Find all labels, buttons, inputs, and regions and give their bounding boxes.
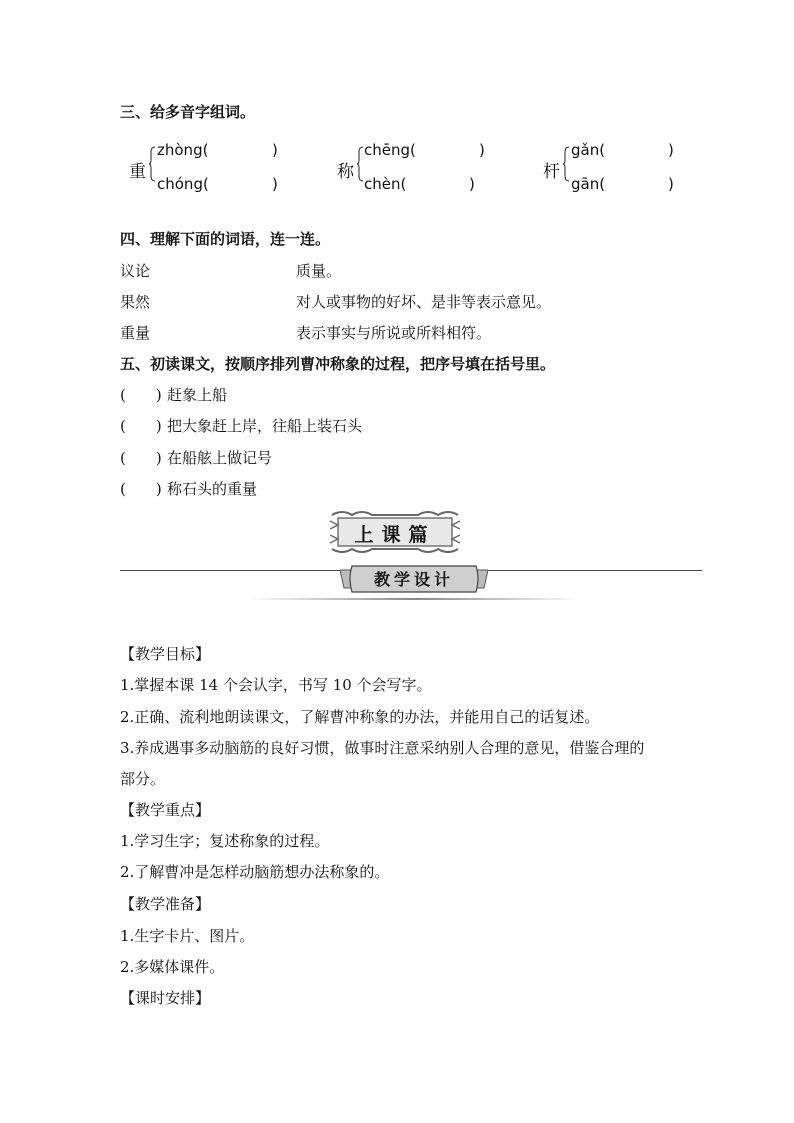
polyphone-char-3: 杆 xyxy=(543,162,560,182)
pinyin-2b: chèn( xyxy=(364,175,407,193)
paren-close: ) xyxy=(479,141,485,159)
order-item: 称石头的重量 xyxy=(167,480,258,498)
banner-top xyxy=(330,509,460,555)
goal-item: 部分。 xyxy=(120,770,166,788)
polyphone-char-2: 称 xyxy=(337,162,354,182)
order-paren: ( ) xyxy=(120,480,162,498)
paren-close: ) xyxy=(272,175,278,193)
pinyin-1a: zhòng( xyxy=(157,141,209,159)
banner-bottom xyxy=(340,564,488,594)
goal-item: 1.掌握本课 14 个会认字，书写 10 个会写字。 xyxy=(120,676,432,694)
order-paren: ( ) xyxy=(120,449,162,467)
paren-close: ) xyxy=(668,141,674,159)
prep-title: 【教学准备】 xyxy=(120,895,211,913)
banner-bottom-text: 教学设计 xyxy=(373,570,454,589)
prep-item: 2.多媒体课件。 xyxy=(120,958,225,976)
term-left: 果然 xyxy=(120,293,151,311)
prep-item: 1.生字卡片、图片。 xyxy=(120,927,255,945)
term-left: 议论 xyxy=(120,262,151,280)
order-item: 把大象赶上岸，往船上装石头 xyxy=(167,417,363,435)
section3-title: 三、给多音字组词。 xyxy=(120,103,256,121)
focus-item: 1.学习生字；复述称象的过程。 xyxy=(120,832,330,850)
goal-item: 2.正确、流利地朗读课文，了解曹冲称象的办法，并能用自己的话复述。 xyxy=(120,708,600,726)
pinyin-1b: chóng( xyxy=(157,175,209,193)
brace-icon xyxy=(357,146,363,182)
pinyin-2a: chēng( xyxy=(364,141,416,159)
fade-line xyxy=(250,598,580,600)
term-right: 质量。 xyxy=(296,262,342,280)
schedule-title: 【课时安排】 xyxy=(120,989,211,1007)
brace-icon xyxy=(563,146,569,182)
goal-item: 3.养成遇事多动脑筋的良好习惯，做事时注意采纳别人合理的意见，借鉴合理的 xyxy=(120,739,645,757)
focus-title: 【教学重点】 xyxy=(120,801,211,819)
focus-item: 2.了解曹冲是怎样动脑筋想办法称象的。 xyxy=(120,863,390,881)
section5-title: 五、初读课文，按顺序排列曹冲称象的过程，把序号填在括号里。 xyxy=(120,355,556,373)
polyphone-char-1: 重 xyxy=(129,162,146,182)
order-paren: ( ) xyxy=(120,386,162,404)
paren-close: ) xyxy=(469,175,475,193)
pinyin-3a: gǎn( xyxy=(571,141,606,159)
paren-close: ) xyxy=(272,141,278,159)
term-right: 对人或事物的好坏、是非等表示意见。 xyxy=(296,293,552,311)
paren-close: ) xyxy=(668,175,674,193)
pinyin-3b: gān( xyxy=(571,175,606,193)
order-paren: ( ) xyxy=(120,417,162,435)
banner-top-text: 上课篇 xyxy=(354,524,436,546)
term-left: 重量 xyxy=(120,324,151,342)
order-item: 赶象上船 xyxy=(167,386,228,404)
term-right: 表示事实与所说或所料相符。 xyxy=(296,324,492,342)
section4-title: 四、理解下面的词语，连一连。 xyxy=(120,230,331,248)
brace-icon xyxy=(149,146,155,182)
order-item: 在船舷上做记号 xyxy=(167,449,273,467)
goals-title: 【教学目标】 xyxy=(120,645,211,663)
